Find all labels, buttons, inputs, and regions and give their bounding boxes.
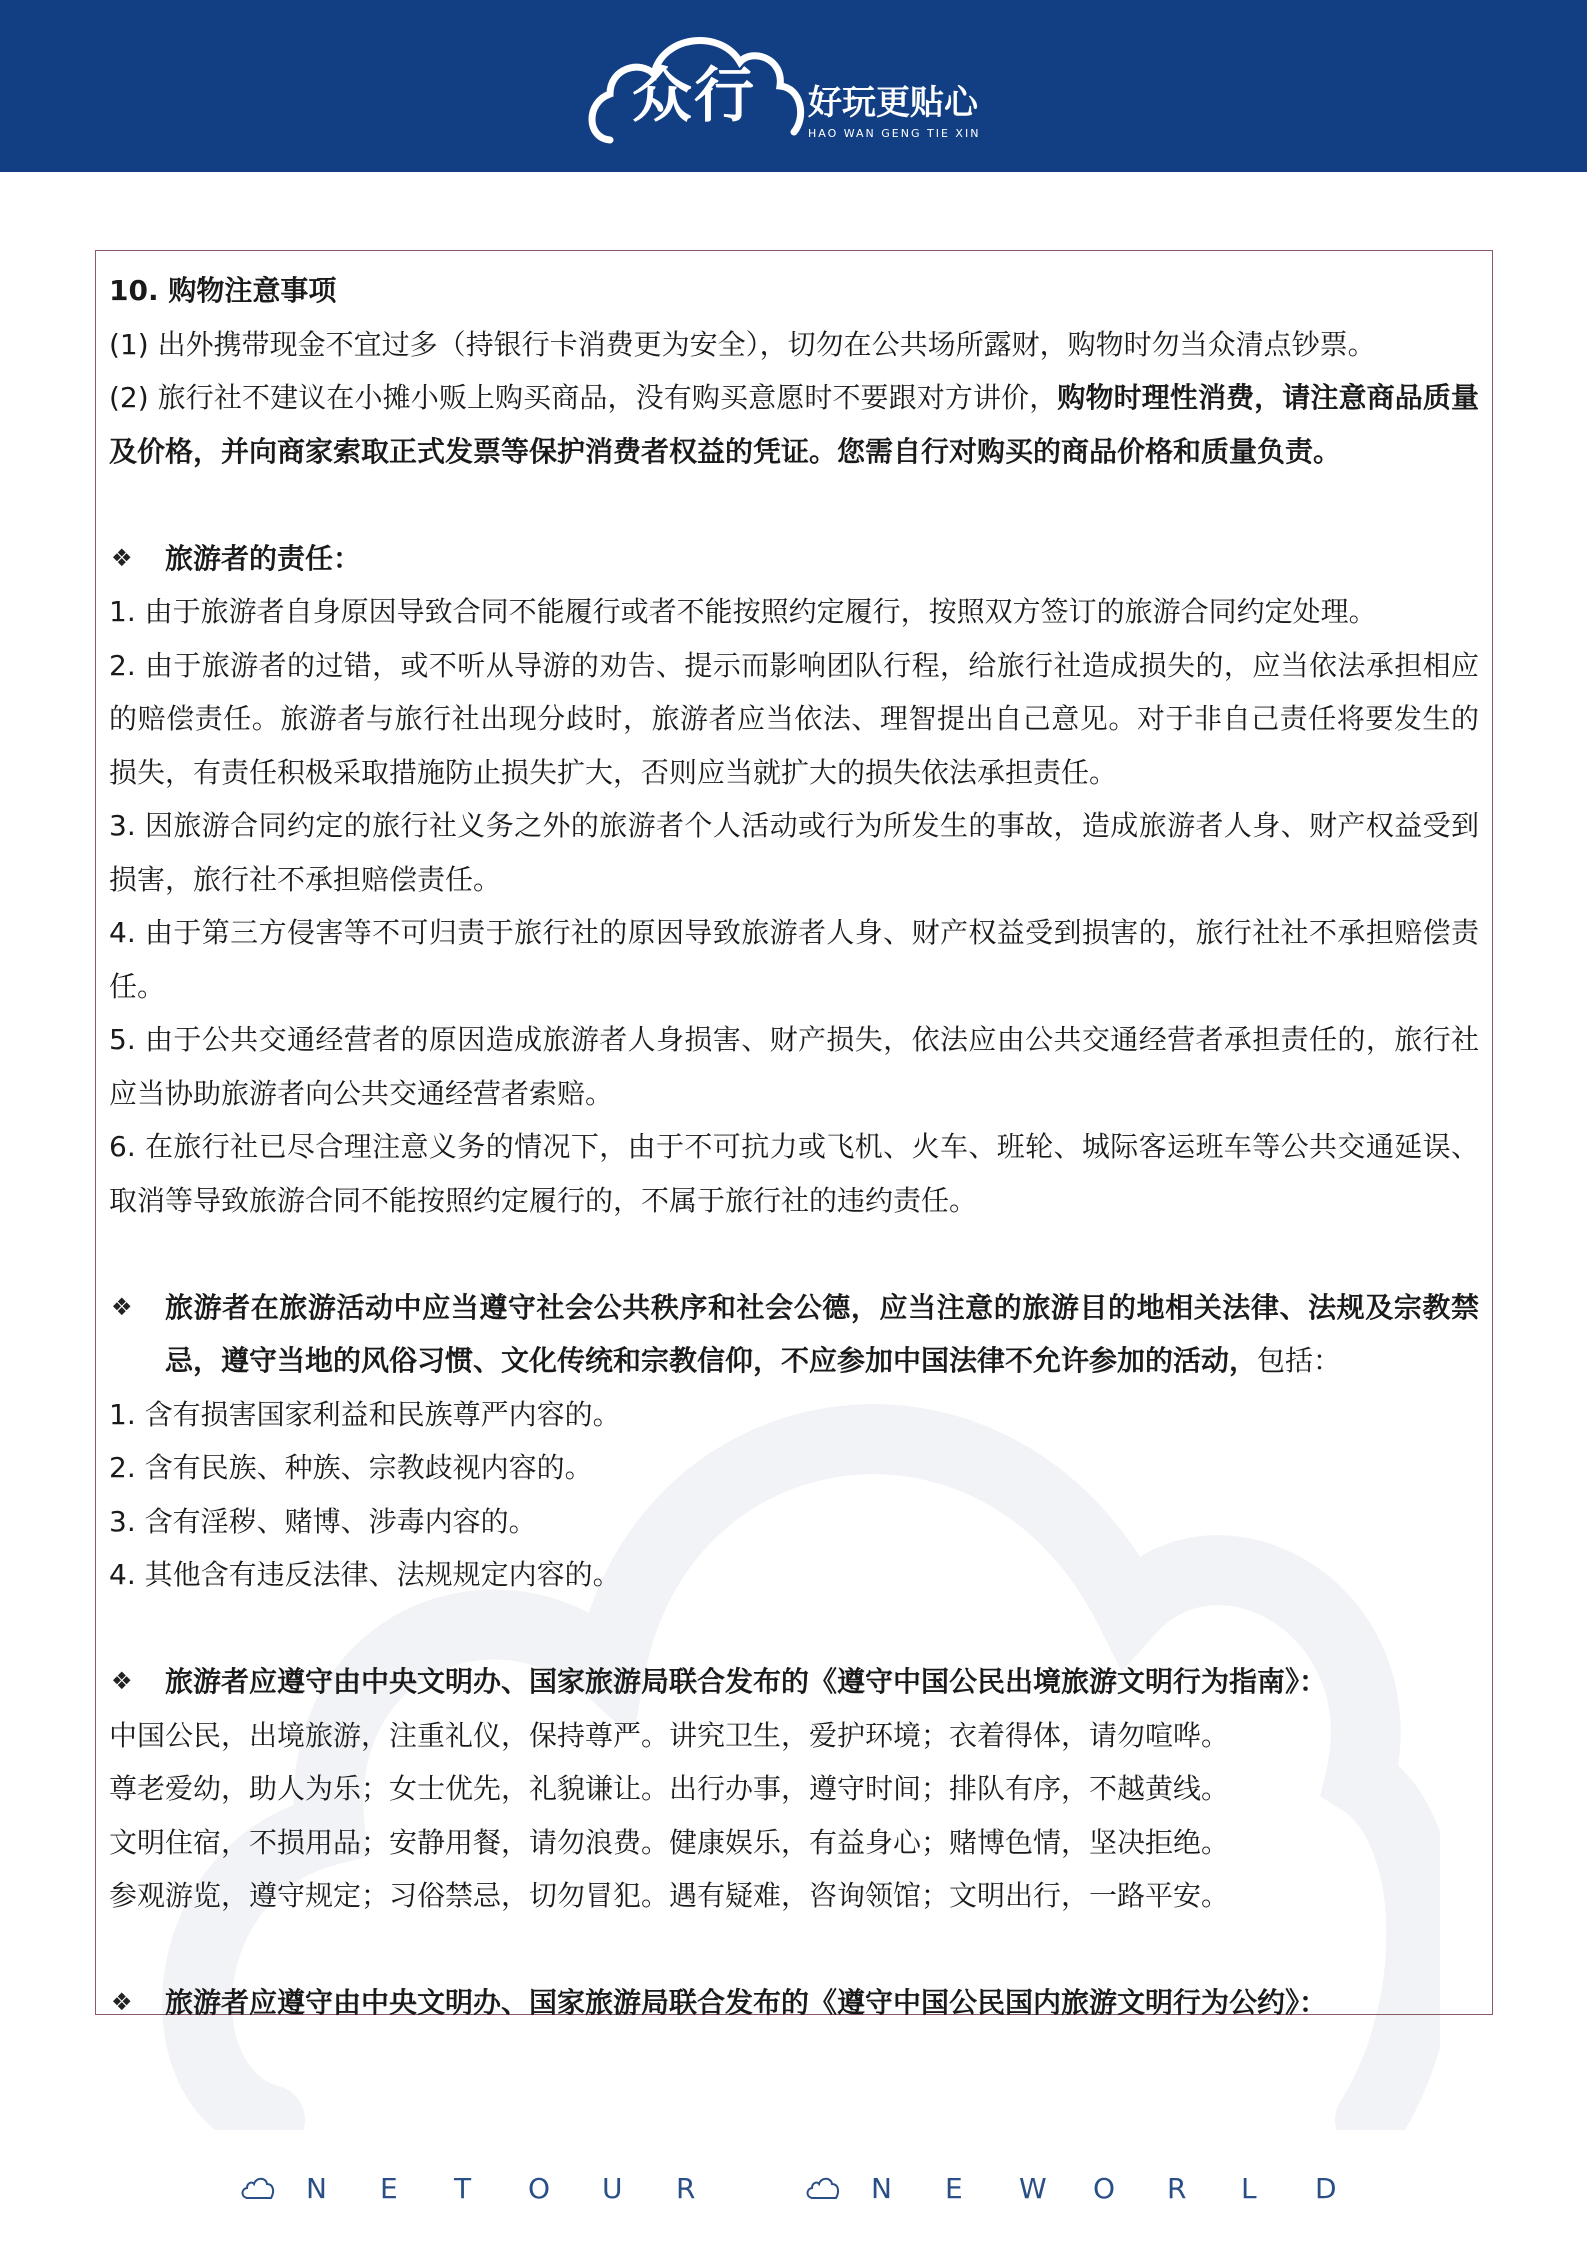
conduct-item-1: 1. 含有损害国家利益和民族尊严内容的。 (109, 1397, 621, 1431)
responsibility-item-2: 2. 由于旅游者的过错，或不听从导游的劝告、提示而影响团队行程，给旅行社造成损失的，应当依法承担相应的赔偿责任。旅游者与旅行社出现分歧时，旅游者应当依法、理智提出自己意见。对于非自己责任将要发生的损失，有责任积极采取措施防止损失扩大，否则应当就扩大的损失依法承担责任。 (109, 648, 1479, 789)
diamond-bullet-icon: ❖ (111, 1667, 133, 1695)
footer (0, 2160, 1587, 2216)
footer-letter: E (380, 2171, 398, 2205)
responsibility-item-6: 6. 在旅行社已尽合理注意义务的情况下，由于不可抗力或飞机、火车、班轮、城际客运班车等公共交通延误、取消等导致旅游合同不能按照约定履行的，不属于旅行社的违约责任。 (109, 1130, 1479, 1217)
footer-group-oneworld (805, 2160, 1389, 2216)
domestic-pledge-heading (109, 1976, 1479, 2030)
footer-word-onetour (306, 2172, 750, 2205)
conduct-heading-suffix: 包括： (1257, 1344, 1342, 1377)
diamond-bullet-icon: ❖ (111, 1292, 133, 1321)
outbound-guide-line-3: 文明住宿，不损用品；安静用餐，请勿浪费。健康娱乐，有益身心；赌博色情，坚决拒绝。 (109, 1825, 1230, 1859)
conduct-heading-text: 旅游者在旅游活动中应当遵守社会公共秩序和社会公德，应当注意的旅游目的地相关法律、法规及宗教禁忌，遵守当地的风俗习惯、文化传统和宗教信仰，不应参加中国法律不允许参加的活动， (165, 1290, 1479, 1377)
outbound-guide-line-2: 尊老爱幼，助人为乐；女士优先，礼貌谦让。出行办事，遵守时间；排队有序，不越黄线。 (109, 1772, 1230, 1805)
footer-letter: R (676, 2171, 696, 2205)
diamond-bullet-icon: ❖ (111, 1988, 133, 2016)
footer-group-onetour (240, 2160, 750, 2216)
conduct-item-4: 4. 其他含有违反法律、法规规定内容的。 (109, 1558, 621, 1591)
brand-slogan: 好玩更贴心 (808, 83, 978, 123)
footer-word-oneworld (871, 2172, 1389, 2205)
cloud-icon (805, 2175, 841, 2201)
conduct-heading (109, 1281, 1479, 1388)
header-bar (0, 0, 1587, 172)
footer-letter: W (1019, 2171, 1047, 2205)
responsibility-heading-text: 旅游者的责任： (165, 541, 362, 575)
spacer (109, 1227, 1479, 1281)
footer-letter: L (1241, 2171, 1257, 2205)
brand-name: 众行 (632, 61, 756, 131)
domestic-pledge-heading-text: 旅游者应遵守由中央文明办、国家旅游局联合发布的《遵守中国公民国内旅游文明行为公约》： (165, 1986, 1328, 2019)
spacer (109, 1602, 1479, 1656)
shopping-item-2-emphasis: 购物时理性消费，请注意商品质量及价格，并向商家索取正式发票等保护消费者权益的凭证。您需自行对购买的商品价格和质量负责。 (109, 381, 1479, 468)
footer-letter: U (602, 2171, 623, 2205)
responsibility-item-4: 4. 由于第三方侵害等不可归责于旅行社的原因导致旅游者人身、财产权益受到损害的，旅行社社不承担赔偿责任。 (109, 916, 1479, 1003)
responsibility-heading (109, 532, 1479, 586)
shopping-item-2 (109, 371, 1479, 478)
outbound-guide-heading (109, 1655, 1479, 1709)
brand-logo (580, 22, 1020, 152)
cloud-icon (240, 2175, 276, 2201)
responsibility-item-5: 5. 由于公共交通经营者的原因造成旅游者人身损害、财产损失，依法应由公共交通经营者承担责任的，旅行社应当协助旅游者向公共交通经营者索赔。 (109, 1023, 1479, 1110)
shopping-item-1: (1) 出外携带现金不宜过多（持银行卡消费更为安全），切勿在公共场所露财，购物时勿当众清点钞票。 (109, 327, 1376, 361)
footer-letter: D (1315, 2171, 1337, 2205)
brand-slogan-pinyin: HAO WAN GENG TIE XIN (808, 127, 981, 140)
content-panel (95, 250, 1493, 2019)
conduct-item-2: 2. 含有民族、种族、宗教歧视内容的。 (109, 1451, 593, 1484)
shopping-item-2-text: (2) 旅行社不建议在小摊小贩上购买商品，没有购买意愿时不要跟对方讲价， (109, 381, 1058, 414)
footer-letter: N (306, 2171, 327, 2205)
outbound-guide-line-1: 中国公民，出境旅游，注重礼仪，保持尊严。讲究卫生，爱护环境；衣着得体，请勿喧哗。 (109, 1718, 1230, 1752)
spacer (109, 1923, 1479, 1977)
responsibility-item-3: 3. 因旅游合同约定的旅行社义务之外的旅游者个人活动或行为所发生的事故，造成旅游者人身、财产权益受到损害，旅行社不承担赔偿责任。 (109, 809, 1479, 896)
spacer (109, 478, 1479, 532)
footer-letter: N (871, 2171, 892, 2205)
footer-letter: O (1093, 2171, 1116, 2205)
outbound-guide-heading-text: 旅游者应遵守由中央文明办、国家旅游局联合发布的《遵守中国公民出境旅游文明行为指南》： (165, 1665, 1328, 1698)
outbound-guide-line-4: 参观游览，遵守规定；习俗禁忌，切勿冒犯。遇有疑难，咨询领馆；文明出行，一路平安。 (109, 1879, 1230, 1912)
shopping-heading: 10. 购物注意事项 (109, 274, 337, 307)
footer-letter: O (528, 2171, 551, 2205)
footer-letter: T (454, 2171, 472, 2205)
conduct-item-3: 3. 含有淫秽、赌博、涉毒内容的。 (109, 1504, 537, 1538)
diamond-bullet-icon: ❖ (111, 543, 133, 572)
footer-letter: R (1167, 2171, 1187, 2205)
responsibility-item-1: 1. 由于旅游者自身原因导致合同不能履行或者不能按照约定履行，按照双方签订的旅游合同约定处理。 (109, 595, 1377, 628)
footer-letter: E (945, 2171, 963, 2205)
